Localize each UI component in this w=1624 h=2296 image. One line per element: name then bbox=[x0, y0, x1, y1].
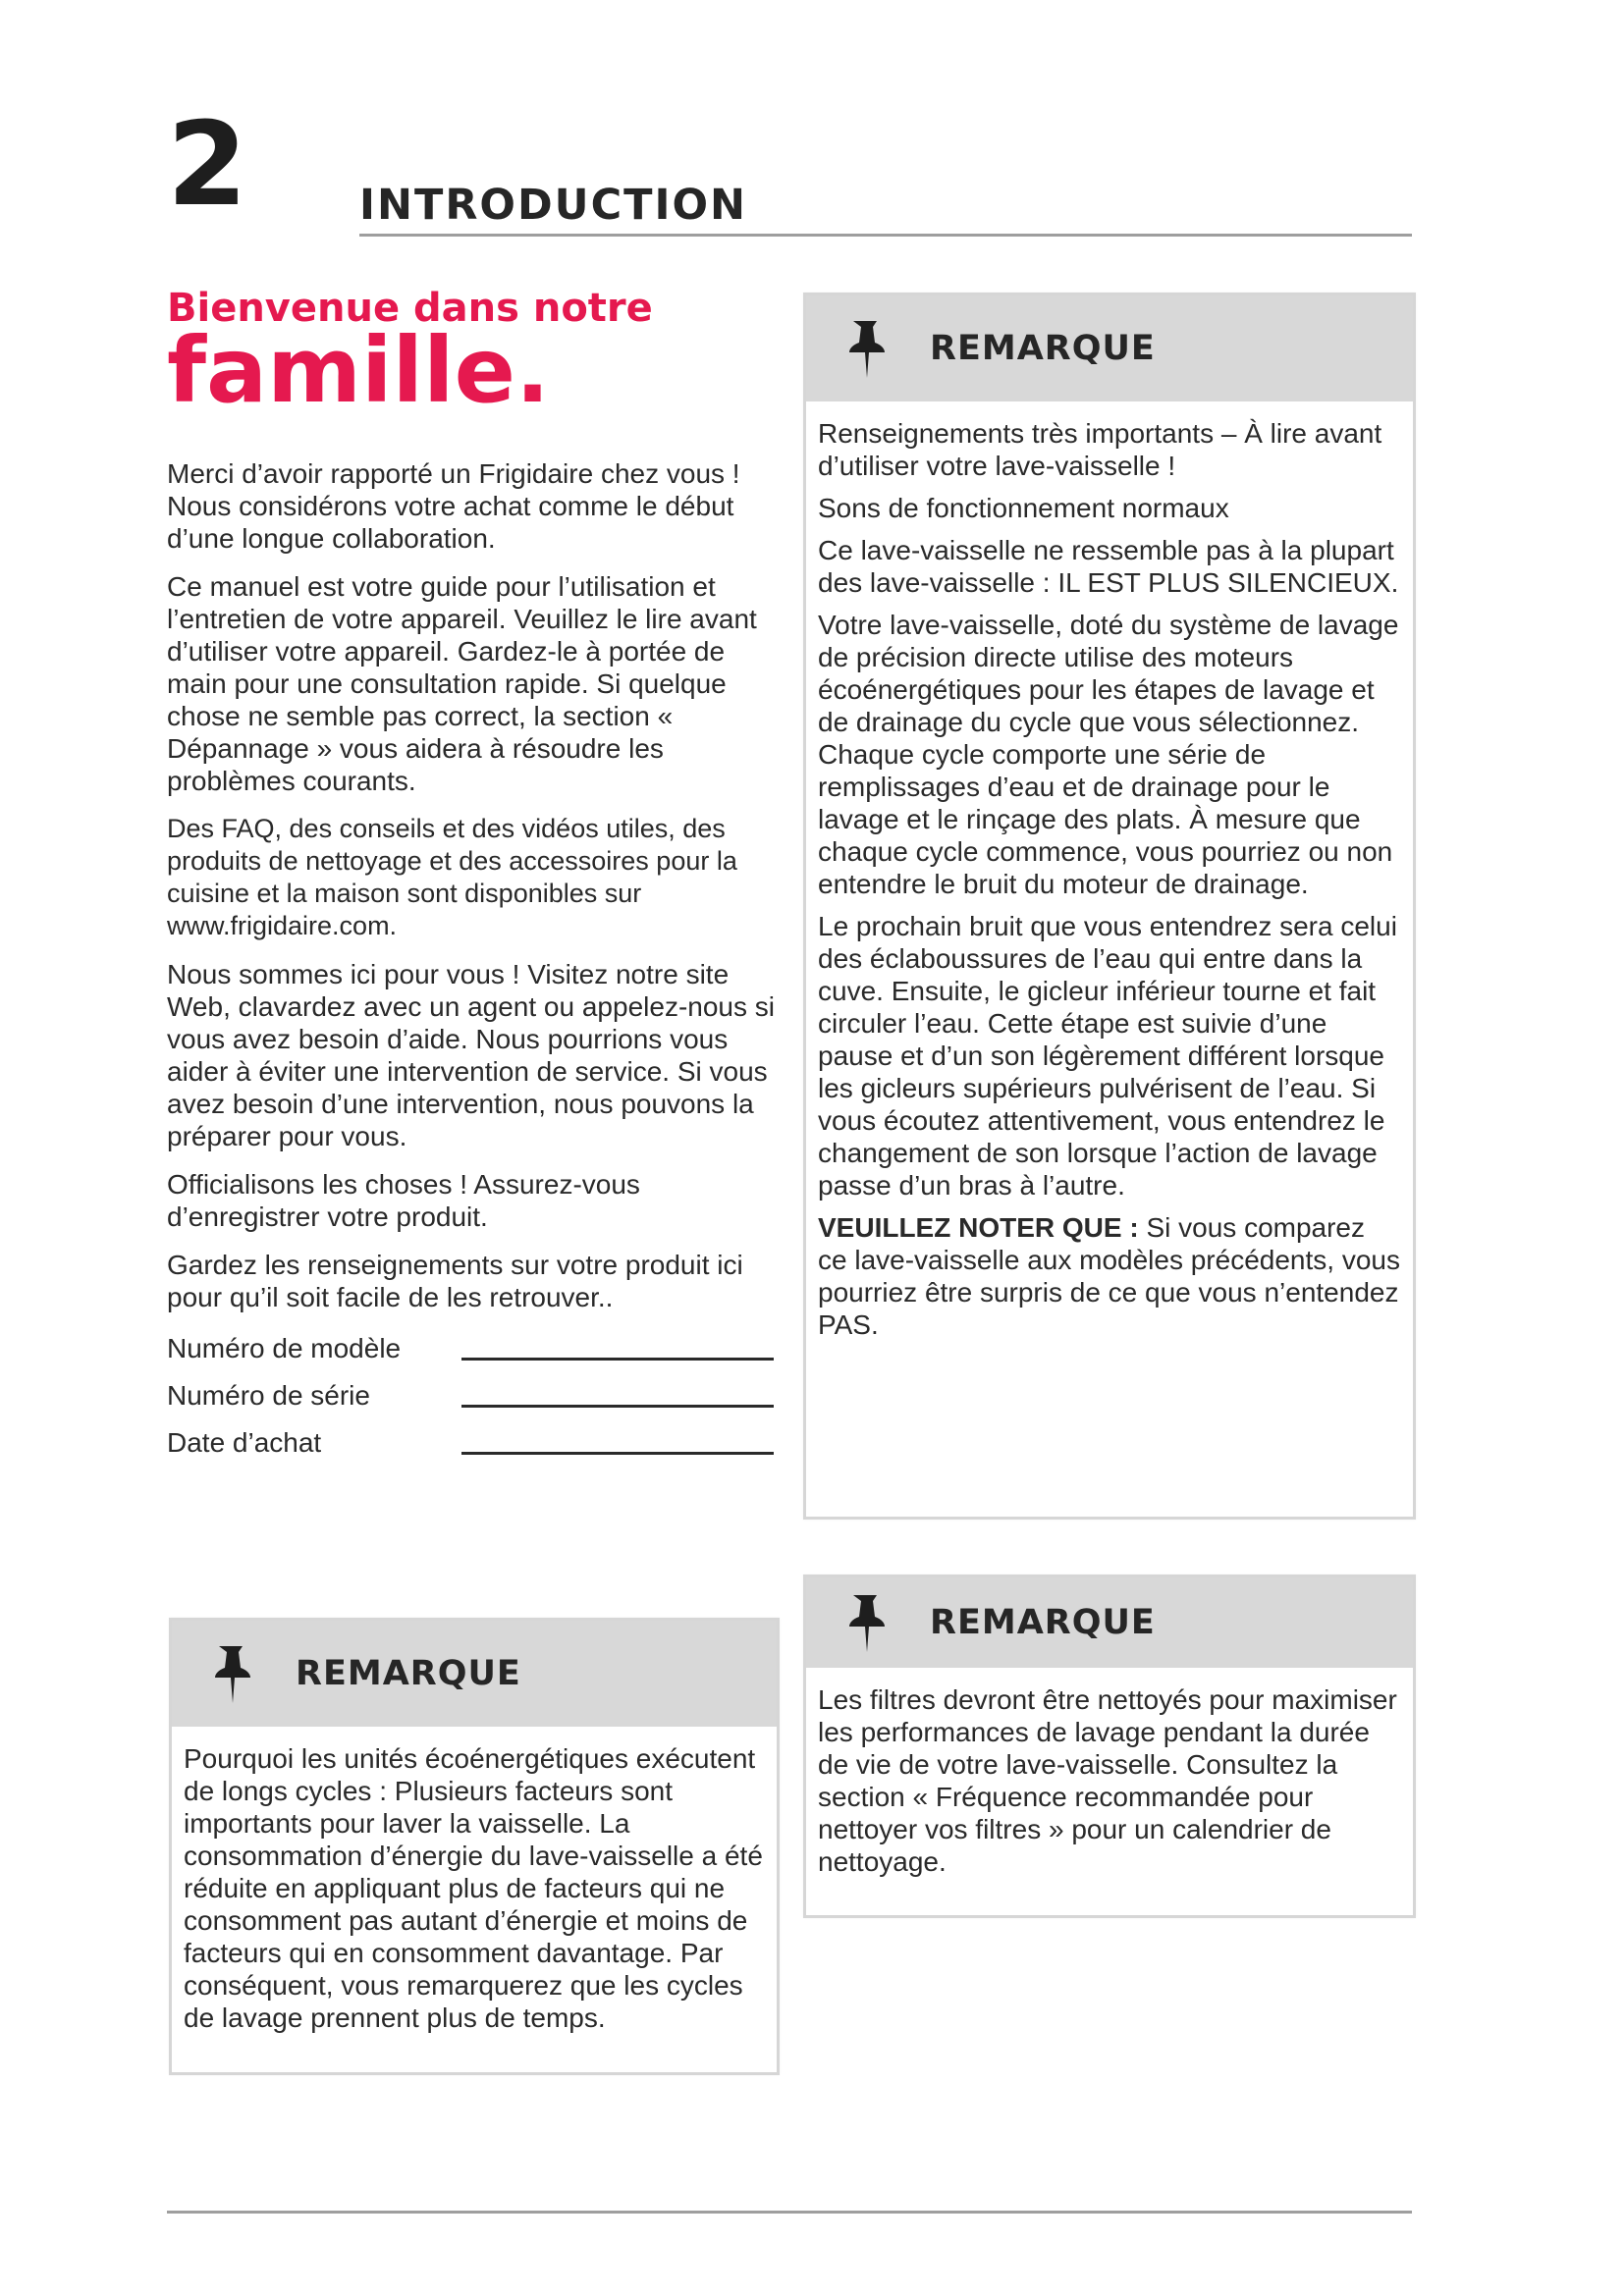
left-column bbox=[167, 287, 778, 1470]
note-title: REMARQUE bbox=[930, 1603, 1156, 1642]
purchase-date-blank bbox=[461, 1452, 774, 1455]
intro-paragraph: Officialisons les choses ! Assurez-vous d’enregistrer votre produit. bbox=[167, 1169, 640, 1232]
section-title: INTRODUCTION bbox=[359, 181, 748, 230]
note-text: Renseignements très importants – À lire avant d’utiliser votre lave-vaisselle ! bbox=[818, 418, 1382, 481]
note-header bbox=[806, 295, 1413, 401]
purchase-date-label: Date d’achat bbox=[167, 1427, 322, 1458]
intro-paragraph: Des FAQ, des conseils et des vidéos utiles, des produits de nettoyage et des accessoires pour la cuisine et la maison sont disponibles sur www.frigidaire.com. bbox=[167, 814, 737, 940]
note-warning-label: VEUILLEZ NOTER QUE : bbox=[818, 1212, 1139, 1243]
note-box-operating-sounds bbox=[803, 293, 1416, 1520]
note-warning-text: Si vous comparez ce lave-vaisselle aux modèles précédents, vous pourriez être surpris de ce que vous n’entendez PAS. bbox=[818, 1212, 1400, 1340]
intro-paragraph: Gardez les renseignements sur votre produit ici pour qu’il soit facile de les retrouver.. bbox=[167, 1250, 743, 1312]
pushpin-icon bbox=[843, 317, 891, 380]
model-number-row bbox=[167, 1329, 778, 1364]
footer-divider bbox=[167, 2211, 1412, 2214]
serial-number-blank bbox=[461, 1405, 774, 1408]
model-number-label: Numéro de modèle bbox=[167, 1333, 402, 1363]
note-body bbox=[172, 1727, 777, 2052]
note-text: Votre lave-vaisselle, doté du système de lavage de précision directe utilise des moteurs écoénergétiques pour les étapes de lavage et de drainage du cycle que vous sélectionnez. Chaque cycle comporte une série de remplissages d’eau et de drainage pour le lavage et le rinçage des plats. À mesure que chaque cycle commence, vous pourriez ou non entendre le bruit du moteur de drainage. bbox=[818, 610, 1399, 899]
note-title: REMARQUE bbox=[930, 329, 1156, 368]
note-box-energy bbox=[169, 1618, 780, 2075]
pushpin-icon bbox=[843, 1591, 891, 1654]
note-body bbox=[806, 401, 1413, 1359]
welcome-heading-line2: famille. bbox=[167, 318, 550, 423]
model-number-blank bbox=[461, 1358, 774, 1361]
serial-number-row bbox=[167, 1376, 778, 1412]
note-text: Le prochain bruit que vous entendrez sera celui des éclaboussures de l’eau qui entre dans la cuve. Ensuite, le gicleur inférieur tourne et fait circuler l’eau. Cette étape est suivie d’une pause et d’un son légèrement différent lorsque les gicleurs supérieurs pulvérisent de l’eau. Si vous écoutez attentivement, vous entendrez le changement de son lorsque l’action de lavage passe d’un bras à l’autre. bbox=[818, 911, 1397, 1201]
intro-paragraph: Nous sommes ici pour vous ! Visitez notre site Web, clavardez avec un agent ou appelez-nous si vous avez besoin d’aide. Nous pourrions vous aider à éviter une intervention de service. Si vous avez besoin d’une intervention, nous pouvons la préparer pour vous. bbox=[167, 959, 775, 1151]
note-header bbox=[172, 1621, 777, 1727]
note-header bbox=[806, 1577, 1413, 1668]
note-body bbox=[806, 1668, 1413, 1896]
page-number: 2 bbox=[167, 96, 248, 232]
note-box-filters bbox=[803, 1575, 1416, 1918]
serial-number-label: Numéro de série bbox=[167, 1380, 370, 1411]
note-text: Ce lave-vaisselle ne ressemble pas à la plupart des lave-vaisselle : IL EST PLUS SILENCIEUX. bbox=[818, 535, 1399, 598]
intro-paragraph: Merci d’avoir rapporté un Frigidaire chez vous ! Nous considérons votre achat comme le début d’une longue collaboration. bbox=[167, 458, 740, 554]
note-text-warning bbox=[818, 1211, 1401, 1341]
note-title: REMARQUE bbox=[296, 1654, 521, 1693]
welcome-heading-line1: Bienvenue dans notre bbox=[167, 286, 653, 331]
purchase-date-row bbox=[167, 1423, 778, 1459]
note-text: Les filtres devront être nettoyés pour maximiser les performances de lavage pendant la durée de vie de votre lave-vaisselle. Consultez la section « Fréquence recommandée pour nettoyer vos filtres » pour un calendrier de nettoyage. bbox=[818, 1684, 1397, 1877]
pushpin-icon bbox=[209, 1642, 256, 1705]
header-divider bbox=[359, 234, 1412, 237]
note-text: Pourquoi les unités écoénergétiques exécutent de longs cycles : Plusieurs facteurs sont importants pour laver la vaisselle. La consommation d’énergie du lave-vaisselle a été réduite en appliquant plus de facteurs qui ne consomment pas autant d’énergie et moins de facteurs qui en consomment davantage. Par conséquent, vous remarquerez que les cycles de lavage prennent plus de temps. bbox=[184, 1743, 763, 2033]
note-text: Sons de fonctionnement normaux bbox=[818, 493, 1229, 523]
intro-paragraph: Ce manuel est votre guide pour l’utilisation et l’entretien de votre appareil. Veuillez le lire avant d’utiliser votre appareil. Gardez-le à portée de main pour une consultation rapide. Si quelque chose ne semble pas correct, la section « Dépannage » vous aidera à résoudre les problèmes courants. bbox=[167, 571, 757, 796]
